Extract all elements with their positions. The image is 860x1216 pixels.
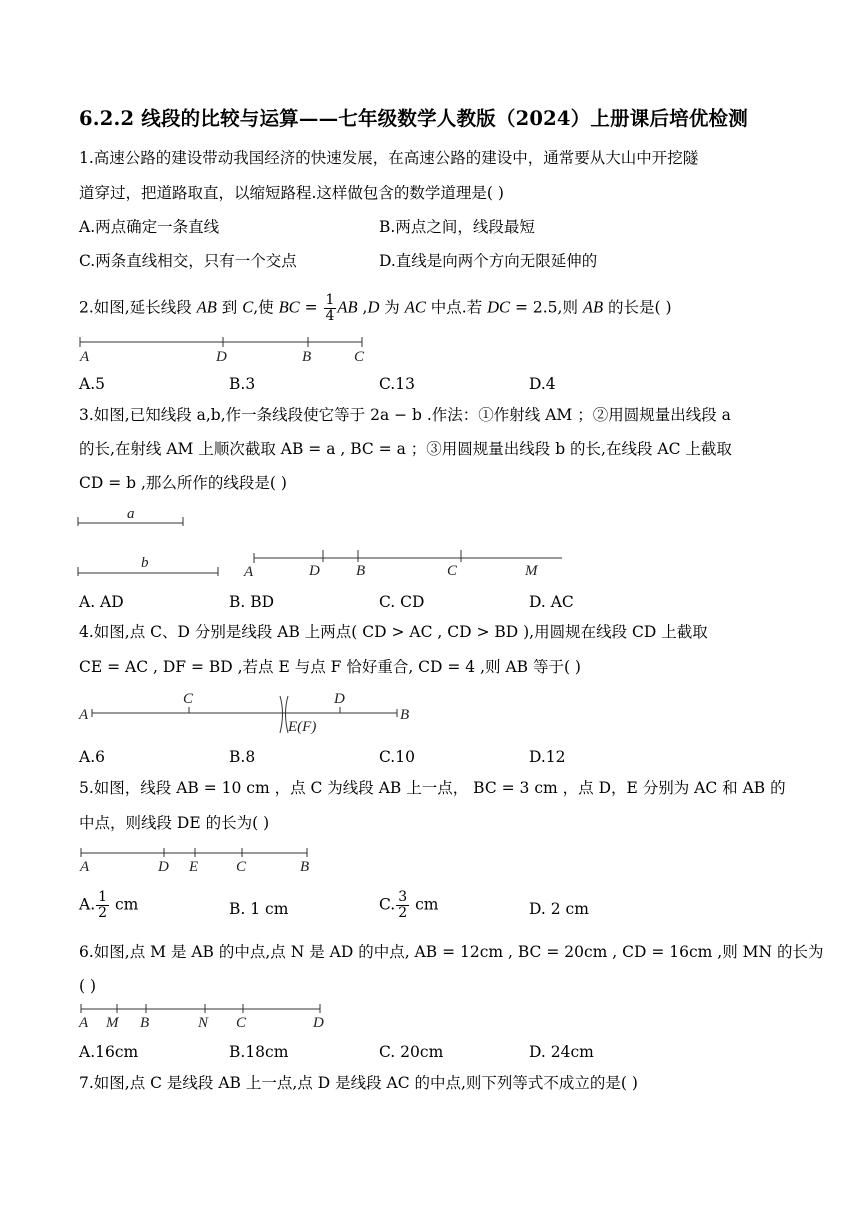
q3-line-1: 3.如图,已知线段 a,b,作一条线段使它等于 2a − b .作法：①作射线 AM ；②用圆规量出线段 a bbox=[79, 406, 731, 424]
option-unit: cm bbox=[110, 895, 139, 914]
q2-label-d: D bbox=[216, 349, 227, 365]
q4-arc-left bbox=[280, 696, 283, 733]
q2-text: 2.如图,延长线段 bbox=[79, 298, 197, 317]
q3-option-d[interactable]: D. AC bbox=[529, 593, 574, 611]
q1-option-b[interactable]: B.两点之间，线段最短 bbox=[379, 218, 535, 236]
q7-line-1: 7.如图,点 C 是线段 AB 上一点,点 D 是线段 AC 的中点,则下列等式不成立的是( ) bbox=[79, 1074, 638, 1092]
q4-option-b[interactable]: B.8 bbox=[229, 748, 256, 766]
q2-math: D bbox=[367, 297, 380, 317]
option-letter: A. bbox=[79, 895, 96, 914]
q3-segment-b-figure bbox=[78, 555, 218, 576]
q3-label-b: B bbox=[356, 563, 366, 579]
q5-label-a: A bbox=[80, 859, 90, 875]
q3-line-3: CD = b ,那么所作的线段是( ) bbox=[79, 474, 287, 492]
q3-label-b-segment: b bbox=[141, 555, 149, 571]
q3-ray-figure bbox=[243, 550, 562, 580]
q1-option-c[interactable]: C.两条直线相交，只有一个交点 bbox=[79, 252, 297, 270]
q5-label-d: D bbox=[158, 859, 169, 875]
q4-option-c[interactable]: C.10 bbox=[379, 748, 415, 766]
q3-label-d: D bbox=[309, 563, 320, 579]
q2-text: , bbox=[357, 298, 368, 317]
q6-option-d[interactable]: D. 24cm bbox=[529, 1043, 594, 1061]
q2-text: = 2.5 bbox=[510, 298, 558, 317]
q6-option-b[interactable]: B.18cm bbox=[229, 1043, 289, 1061]
q2-text: ,则 bbox=[557, 298, 583, 317]
q2-text: ,使 bbox=[253, 298, 279, 317]
q6-option-c[interactable]: C. 20cm bbox=[379, 1043, 444, 1061]
q6-segment-figure bbox=[78, 1004, 324, 1031]
fraction-denominator: 2 bbox=[398, 905, 408, 921]
q2-math: AC bbox=[404, 297, 426, 317]
fraction-numerator: 3 bbox=[398, 889, 408, 905]
q2-text: = bbox=[299, 298, 323, 317]
q5-option-d[interactable]: D. 2 cm bbox=[529, 900, 589, 918]
q4-label-d: D bbox=[334, 691, 345, 707]
q2-text: 到 bbox=[216, 298, 243, 317]
q4-label-b: B bbox=[400, 707, 410, 723]
q4-option-d[interactable]: D.12 bbox=[529, 748, 566, 766]
q4-segment-figure bbox=[78, 691, 409, 735]
q2-label-c: C bbox=[354, 349, 365, 365]
q2-option-b[interactable]: B.3 bbox=[229, 375, 256, 393]
option-letter: C. bbox=[379, 895, 396, 914]
q6-label-m: M bbox=[106, 1015, 119, 1031]
q2-math: AB bbox=[582, 297, 604, 317]
q5-segment-figure bbox=[79, 848, 309, 875]
q3-label-m: M bbox=[525, 563, 538, 579]
q4-label-ef: E(F) bbox=[288, 719, 317, 735]
q5-line-1: 5.如图，线段 AB = 10 cm ，点 C 为线段 AB 上一点， BC = 3 cm ，点 D，E 分别为 AC 和 AB 的 bbox=[79, 779, 786, 797]
q4-line-2: CE = AC , DF = BD ,若点 E 与点 F 恰好重合, CD = 4 ,则 AB 等于( ) bbox=[79, 658, 581, 676]
q2-math: AB bbox=[196, 297, 217, 317]
q6-label-c: C bbox=[236, 1015, 247, 1031]
q4-label-a: A bbox=[79, 707, 89, 723]
q5-option-b[interactable]: B. 1 cm bbox=[229, 900, 289, 918]
q3-label-a-segment: a bbox=[127, 506, 135, 522]
q2-label-b: B bbox=[302, 349, 312, 365]
q1-option-a[interactable]: A.两点确定一条直线 bbox=[79, 218, 220, 236]
q6-option-a[interactable]: A.16cm bbox=[79, 1043, 139, 1061]
fraction-numerator: 1 bbox=[98, 889, 108, 905]
page-title: 6.2.2 线段的比较与运算——七年级数学人教版（2024）上册课后培优检测 bbox=[79, 107, 748, 130]
q4-label-c: C bbox=[183, 691, 194, 707]
q6-line-2: ( ) bbox=[79, 977, 97, 995]
q3-option-b[interactable]: B. BD bbox=[229, 593, 275, 611]
q3-label-a: A bbox=[244, 564, 254, 580]
q5-line-2: 中点，则线段 DE 的长为( ) bbox=[79, 814, 270, 832]
q5-label-b: B bbox=[300, 859, 310, 875]
q2-option-d[interactable]: D.4 bbox=[529, 375, 556, 393]
q2-math: DC bbox=[487, 297, 511, 317]
fraction-denominator: 4 bbox=[325, 308, 335, 324]
q4-option-a[interactable]: A.6 bbox=[79, 748, 105, 766]
q6-label-n: N bbox=[198, 1015, 209, 1031]
q1-line-1: 1.高速公路的建设带动我国经济的快速发展，在高速公路的建设中，通常要从大山中开挖隧 bbox=[79, 149, 699, 167]
fraction-numerator: 1 bbox=[325, 292, 335, 308]
q4-line-1: 4.如图,点 C、D 分别是线段 AB 上两点( CD > AC , CD > BD ),用圆规在线段 CD 上截取 bbox=[79, 623, 708, 641]
q2-math: C bbox=[242, 297, 254, 317]
q2-label-a: A bbox=[80, 349, 90, 365]
fraction-denominator: 2 bbox=[98, 905, 108, 921]
q6-line-1: 6.如图,点 M 是 AB 的中点,点 N 是 AD 的中点, AB = 12cm , BC = 20cm , CD = 16cm ,则 MN 的长为 bbox=[79, 943, 824, 961]
q2-segment-figure bbox=[79, 337, 365, 365]
q3-line-2: 的长,在射线 AM 上顺次截取 AB = a , BC = a ；③用圆规量出线段 b 的长,在线段 AC 上截取 bbox=[79, 440, 732, 458]
q3-option-a[interactable]: A. AD bbox=[79, 593, 124, 611]
q5-label-c: C bbox=[236, 859, 247, 875]
q2-text: 的长是( ) bbox=[603, 298, 672, 317]
q2-math: BC bbox=[278, 297, 300, 317]
q2-text: 中点.若 bbox=[425, 298, 488, 317]
q2-text: 为 bbox=[379, 298, 405, 317]
q2-option-a[interactable]: A.5 bbox=[79, 375, 105, 393]
q6-label-a: A bbox=[79, 1015, 89, 1031]
q2-math: AB bbox=[337, 297, 358, 317]
q2-option-c[interactable]: C.13 bbox=[379, 375, 415, 393]
q1-line-2: 道穿过，把道路取直，以缩短路程.这样做包含的数学道理是( ) bbox=[79, 184, 504, 202]
q6-label-b: B bbox=[140, 1015, 150, 1031]
option-unit: cm bbox=[410, 895, 439, 914]
q3-segment-a-figure bbox=[78, 506, 183, 526]
q6-label-d: D bbox=[313, 1015, 324, 1031]
q5-label-e: E bbox=[189, 859, 199, 875]
q1-option-d[interactable]: D.直线是向两个方向无限延伸的 bbox=[379, 252, 598, 270]
q3-label-c: C bbox=[447, 563, 458, 579]
q3-option-c[interactable]: C. CD bbox=[379, 593, 425, 611]
